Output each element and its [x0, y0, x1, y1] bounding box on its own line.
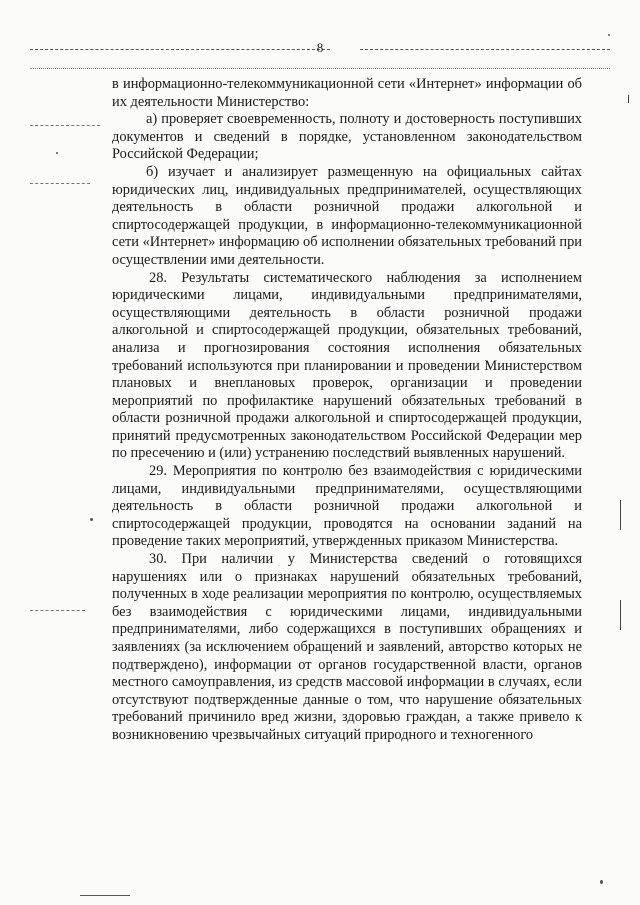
document-body — [112, 76, 582, 745]
margin-mark — [620, 600, 621, 630]
scan-speck — [600, 880, 603, 884]
scan-speck — [90, 518, 93, 521]
margin-mark — [628, 95, 629, 103]
paragraph-intro: в информационно-телекоммуникационной сети «Интернет» информации об их деятельности Министерство: — [112, 76, 582, 110]
paragraph-28: 28. Результаты систематического наблюдения за исполнением юридическими лицами, индивидуальными предпринимателями, осуществляющими деятельность в области розничной продажи алкогольной и спиртосодержащей продукции, обязательных требований, анализа и прогнозирования состояния исполнения обязательных требований используются при планировании и проведении Министерством плановых и внеплановых проверок, организации и проведении мероприятий по профилактике нарушений обязательных требований в области розничной продажи алкогольной и спиртосодержащей продукции, принятий предусмотренных законодательством Российской Федерации мер по пресечению и (или) устранению последствий выявленных нарушений. — [112, 269, 582, 462]
margin-mark — [620, 500, 621, 530]
header-rule-lower — [30, 68, 610, 69]
page-number: 8 — [316, 40, 324, 55]
paragraph-29: 29. Мероприятия по контролю без взаимодействия с юридическими лицами, индивидуальными предпринимателями, осуществляющими деятельность в области розничной продажи алкогольной и спиртосодержащей продукции, проводятся на основании заданий на проведение таких мероприятий, утвержденных приказом Министерства. — [112, 463, 582, 550]
paragraph-item-a: а) проверяет своевременность, полноту и достоверность поступивших документов и сведений в порядке, установленном законодательством Российской Федерации; — [112, 111, 582, 163]
scan-artifact-line — [30, 610, 85, 611]
paragraph-item-b: б) изучает и анализирует размещенную на официальных сайтах юридических лиц, индивидуальных предпринимателей, осуществляющих деятельность в области розничной продажи алкогольной и спиртосодержащей продукции, в информационно-телекоммуникационной сети «Интернет» информацию об исполнении обязательных требований при осуществлении ими деятельности. — [112, 163, 582, 268]
scan-artifact-line — [30, 183, 90, 184]
scan-artifact-line — [80, 895, 130, 896]
scan-speck — [56, 152, 58, 154]
paragraph-30: 30. При наличии у Министерства сведений о готовящихся нарушениях или о признаках нарушений обязательных требований, полученных в ходе реализации мероприятия по контролю, осуществляемых без взаимодействия с юридическими лицами, индивидуальными предпринимателями, либо содержащихся в поступивших обращениях и заявлениях (за исключением обращений и заявлений, авторство которых не подтверждено), информации от органов государственной власти, органов местного самоуправления, из средств массовой информации в случаях, если отсутствуют подтвержденные данные о том, что нарушение обязательных требований причинило вред жизни, здоровью граждан, а также привело к возникновению чрезвычайных ситуаций природного и техногенного — [112, 551, 582, 743]
scan-speck — [608, 34, 610, 36]
scan-artifact-line — [30, 125, 100, 126]
